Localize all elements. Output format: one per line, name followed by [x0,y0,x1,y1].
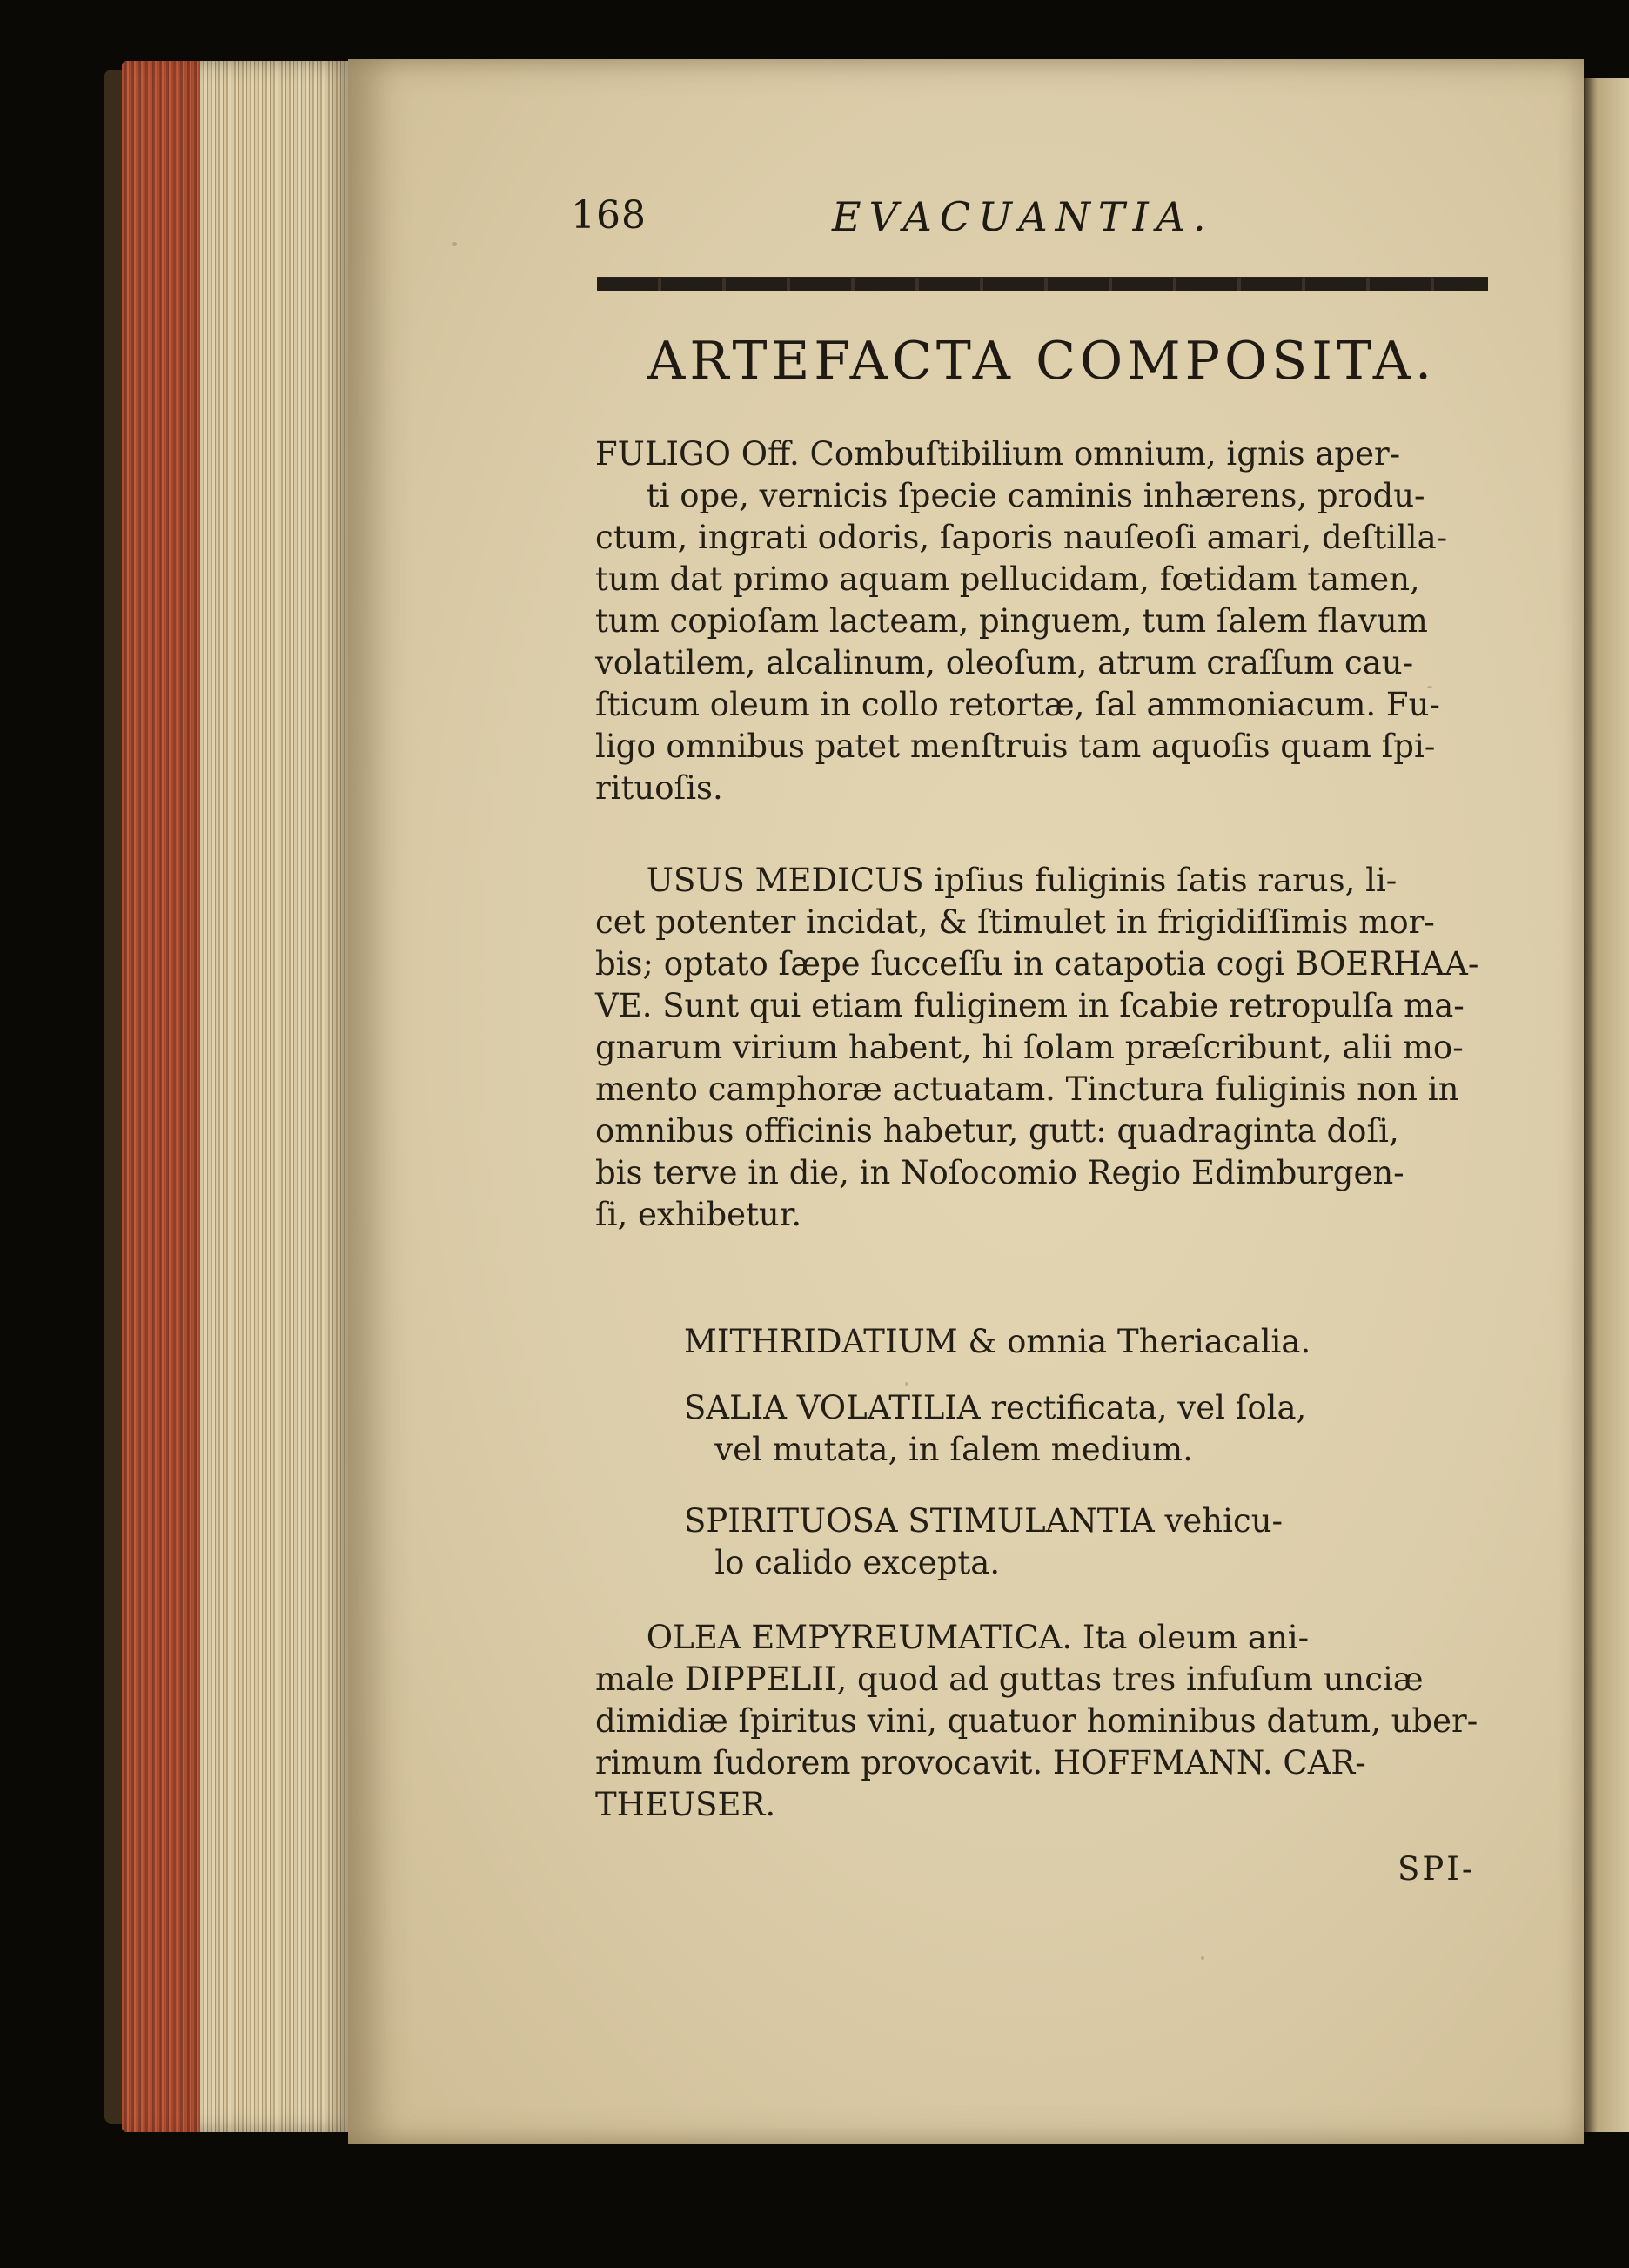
page-number: 168 [571,193,647,238]
paragraph-salia-volatilia: SALIA VOLATILIA rectificata, vel ſola, vel mutata, in ſalem medium. [684,1389,1307,1468]
running-head [571,193,1493,245]
facing-page-edge [1584,78,1629,2132]
paragraph-spirituosa: SPIRITUOSA STIMULANTIA vehicu- lo calido excepta. [684,1502,1284,1581]
section-heading: ARTEFACTA COMPOSITA. [647,331,1437,392]
running-title: EVACUANTIA. [832,193,1214,240]
red-page-edge [122,61,200,2132]
paragraph-mithridatium: MITHRIDATIUM & omnia Theriacalia. [684,1323,1311,1360]
header-rule [597,277,1488,291]
paragraph-fuligo: FULIGO Off. Combuſtibilium omnium, ignis aper- ti ope, vernicis ſpecie caminis inhærens, produ- ctum, ingrati odoris, ſaporis nauſeoſi amari, deſtilla- tum dat primo aquam pellucidam, fœtidam tamen, tum copioſam lacteam, pinguem, tum ſalem flavum volatilem, alcalinum, oleoſum, atrum craſſum cau- ſticum oleum in collo retortæ, ſal ammoniacum. Fu- ligo omnibus patet menſtruis tam aquoſis quam ſpi- rituoſis. [595,435,1448,807]
paragraph-usus-medicus: USUS MEDICUS ipſius fuliginis ſatis rarus, li- cet potenter incidat, & ſtimulet in frigidiſſimis mor- bis; optato ſæpe ſucceſſu in catapotia cogi BOERHAA- VE. Sunt qui etiam fuliginem in ſcabie retropulſa ma- gnarum virium habent, hi ſolam præſcribunt, alii mo- mento camphoræ actuatam. Tinctura fuliginis non in omnibus officinis habetur, gutt: quadraginta doſi, bis terve in die, in Noſocomio Regio Edimburgen- ſi, exhibetur. [595,862,1479,1233]
paragraph-olea-empyreumatica: OLEA EMPYREUMATICA. Ita oleum ani- male DIPPELII, quod ad guttas tres infuſum unciæ dimidiæ ſpiritus vini, quatuor hominibus datum, uber- rimum ſudorem provocavit. HOFFMANN. CAR- THEUSER. [595,1619,1478,1823]
catchword: SPI- [1398,1850,1476,1888]
